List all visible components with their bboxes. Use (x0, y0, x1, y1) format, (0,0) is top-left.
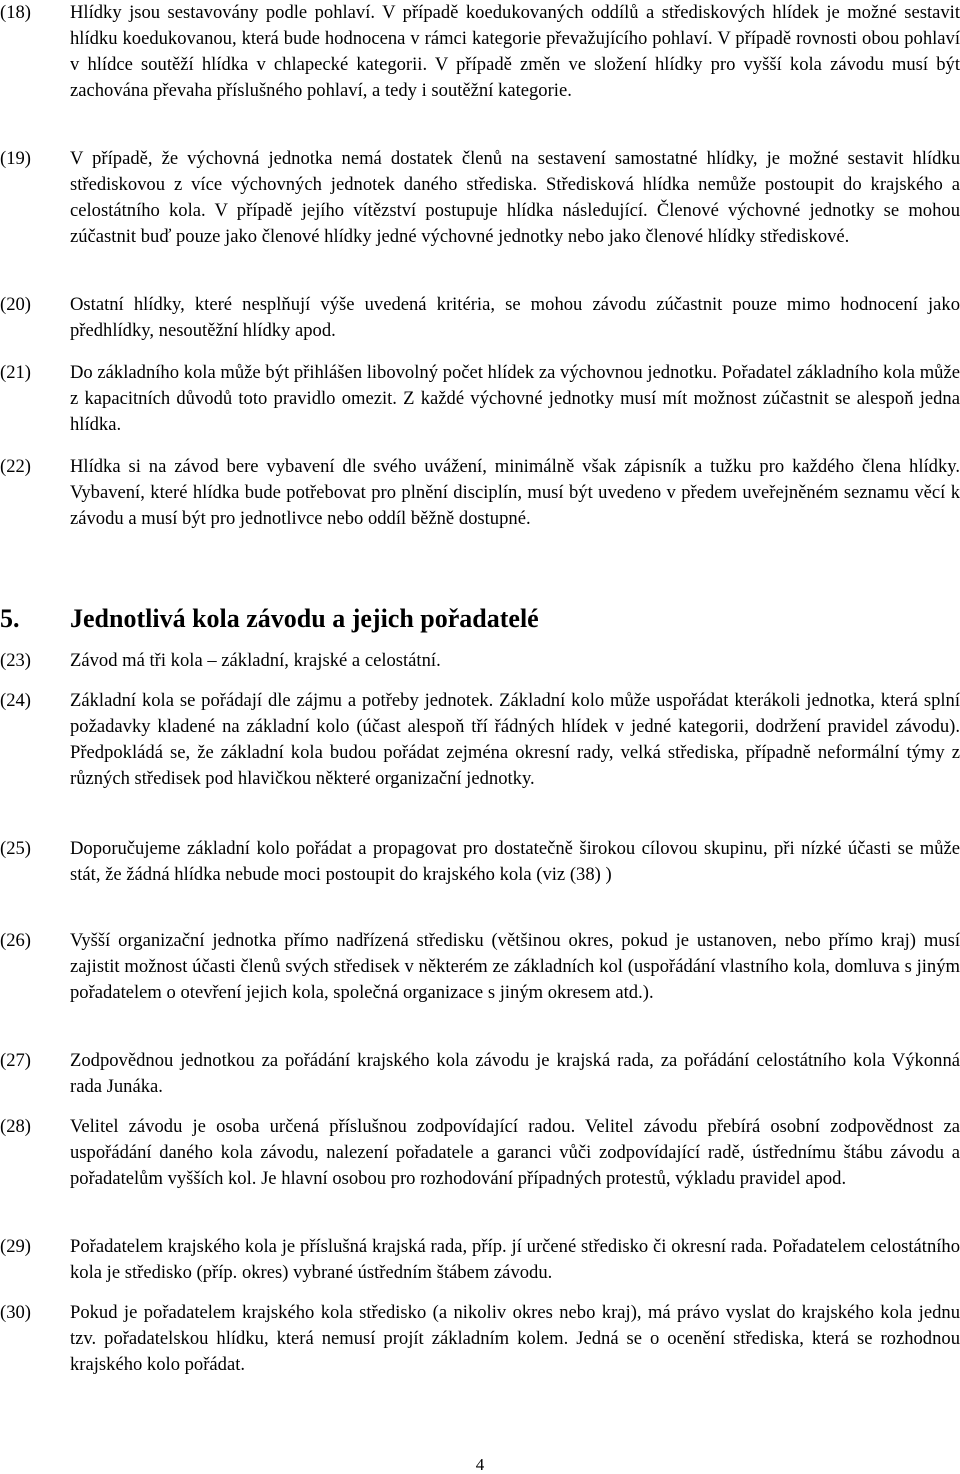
paragraph-number: (23) (0, 650, 31, 671)
paragraph-29 (0, 1234, 960, 1286)
paragraph-text: Ostatní hlídky, které nesplňují výše uvedená kritéria, se mohou závodu zúčastnit pouze mimo hodnocení jako předhlídky, nesoutěžní hlídky apod. (70, 294, 960, 341)
paragraph-number: (22) (0, 456, 31, 477)
section-title: Jednotlivá kola závodu a jejich pořadatelé (70, 604, 539, 633)
paragraph-number: (18) (0, 2, 31, 23)
paragraph-28 (0, 1114, 960, 1192)
paragraph-number: (26) (0, 930, 31, 951)
paragraph-number: (20) (0, 294, 31, 315)
page-number: 4 (475, 1455, 485, 1474)
paragraph-text: Do základního kola může být přihlášen libovolný počet hlídek za výchovnou jednotku. Pořadatel základního kola může z kapacitních důvodů toto pravidlo omezit. Z každé výchovné jednotky musí mít možnost zúčastnit se alespoň jedna hlídka. (70, 362, 960, 435)
paragraph-number: (29) (0, 1236, 31, 1257)
paragraph-24 (0, 688, 960, 792)
paragraph-text: Zodpovědnou jednotkou za pořádání krajského kola závodu je krajská rada, za pořádání celostátního kola Výkonná rada Junáka. (70, 1050, 960, 1097)
paragraph-25 (0, 836, 960, 888)
paragraph-18 (0, 0, 960, 104)
paragraph-26 (0, 928, 960, 1006)
paragraph-text: Vyšší organizační jednotka přímo nadřízená středisku (většinou okres, pokud je ustanoven, nebo přímo kraj) musí zajistit možnost účasti členů svých středisek v některém ze základních kol (uspořádání vlastního kola, domluva s jiným pořadatelem o otevření jejich kola, společná organizace s jiným okresem atd.). (70, 930, 960, 1003)
paragraph-22 (0, 454, 960, 532)
paragraph-text: Hlídky jsou sestavovány podle pohlaví. V případě koedukovaných oddílů a střediskových hlídek je možné sestavit hlídku koedukovanou, která bude hodnocena v rámci kategorie převažujícího pohlaví. V případě rovnosti obou pohlaví v hlídce soutěží hlídka v chlapecké kategorii. V případě změn ve složení hlídky pro vyšší kola závodu musí být zachována převaha příslušného pohlaví, a tedy i soutěžní kategorie. (70, 2, 960, 101)
paragraph-number: (21) (0, 362, 31, 383)
paragraph-text: Pořadatelem krajského kola je příslušná krajská rada, příp. jí určené středisko či okresní rada. Pořadatelem celostátního kola je středisko (příp. okres) vybrané ústředním štábem závodu. (70, 1236, 960, 1283)
paragraph-number: (27) (0, 1050, 31, 1071)
paragraph-23 (0, 648, 960, 674)
paragraph-text: V případě, že výchovná jednotka nemá dostatek členů na sestavení samostatné hlídky, je možné sestavit hlídku střediskovou z více výchovných jednotek daného střediska. Středisková hlídka nemůže postoupit do krajského a celostátního kola. V případě jejího vítězství postupuje hlídka následující. Členové výchovné jednotky se mohou zúčastnit buď pouze jako členové hlídky jedné výchovné jednotky nebo jako členové hlídky střediskové. (70, 148, 960, 247)
paragraph-20 (0, 292, 960, 344)
paragraph-text: Základní kola se pořádají dle zájmu a potřeby jednotek. Základní kolo může uspořádat kterákoli jednotka, která splní požadavky kladené na základní kolo (účast alespoň tří řádných hlídek v jedné kategorii, dodržení pravidel závodu). Předpokládá se, že základní kola budou pořádat zejména okresní rady, velká střediska, případně neformální týmy z různých středisek pod hlavičkou některé organizační jednotky. (70, 690, 960, 789)
paragraph-number: (30) (0, 1302, 31, 1323)
paragraph-number: (25) (0, 838, 31, 859)
paragraph-number: (28) (0, 1116, 31, 1137)
paragraph-text: Závod má tři kola – základní, krajské a celostátní. (70, 650, 441, 671)
paragraph-text: Hlídka si na závod bere vybavení dle svého uvážení, minimálně však zápisník a tužku pro každého člena hlídky. Vybavení, které hlídka bude potřebovat pro plnění disciplín, musí být uvedeno v předem uveřejněném seznamu věcí k závodu a musí být pro jednotlivce nebo oddíl běžně dostupné. (70, 456, 960, 529)
paragraph-19 (0, 146, 960, 250)
section-number: 5. (0, 604, 20, 633)
paragraph-text: Pokud je pořadatelem krajského kola středisko (a nikoliv okres nebo kraj), má právo vyslat do krajského kola jednu tzv. pořadatelskou hlídku, která nemusí projít základním kolem. Jedná se o ocenění střediska, která se rozhodnou krajského kolo pořádat. (70, 1302, 960, 1375)
paragraph-number: (24) (0, 690, 31, 711)
paragraph-text: Velitel závodu je osoba určená příslušnou zodpovídající radou. Velitel závodu přebírá osobní zodpovědnost za uspořádání daného kola závodu, nalezení pořadatele a garanci vůči zodpovídající radě, ústřednímu štábu závodu a pořadatelům vyšších kol. Je hlavní osobou pro rozhodování případných protestů, výkladu pravidel apod. (70, 1116, 960, 1189)
paragraph-text: Doporučujeme základní kolo pořádat a propagovat pro dostatečně širokou cílovou skupinu, při nízké účasti se může stát, že žádná hlídka nebude moci postoupit do krajského kola (viz (38) ) (70, 838, 960, 885)
paragraph-27 (0, 1048, 960, 1100)
paragraph-30 (0, 1300, 960, 1378)
paragraph-number: (19) (0, 148, 31, 169)
section-heading (0, 600, 960, 638)
paragraph-21 (0, 360, 960, 438)
